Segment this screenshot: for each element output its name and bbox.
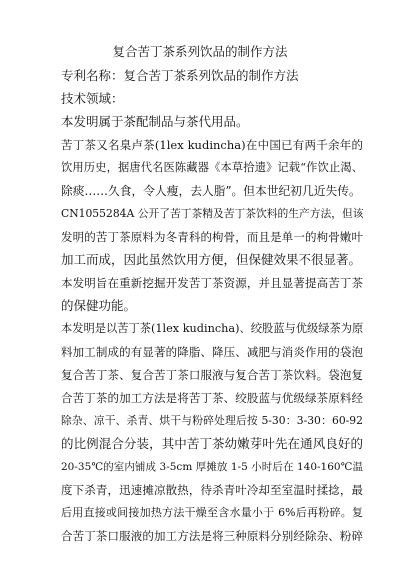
text-line: 的比例混合分装，其中苦丁茶幼嫩芽叶先在通风良好的 [61, 436, 363, 451]
text-line: 饮用历史，据唐代名医陈藏器《本草拾遗》记载“作饮止渴、 [61, 161, 363, 174]
document-title: 复合苦丁茶系列饮品的制作方法 [112, 44, 288, 59]
text-line: 发明的苦丁茶原料为冬青科的枸骨，而且是单一的枸骨嫩叶 [61, 230, 363, 244]
text-line: 苦丁茶又名臬卢茶(1lex kudincha)在中国已有两千余年的 [61, 138, 363, 152]
text-line: 本发明属于茶配制品与茶代用品。 [61, 114, 249, 129]
text-line: 的保健功能。 [61, 298, 137, 313]
text-line: 本发明旨在重新挖掘开发苦丁茶资源，并且显著提高苦丁茶 [61, 276, 363, 290]
text-line: 除痰……久食，令人瘦，去人脂”。但本世纪初几近失传。 [61, 184, 361, 198]
text-line: CN1055284A 公开了苦丁茶精及苦丁茶饮料的生产方法，但该 [61, 207, 364, 220]
text-line: 复合苦丁茶、复合苦丁茶口服液与复合苦丁茶饮料。袋泡复 [61, 368, 363, 382]
text-line: 度下杀青，迅速摊凉散热，待杀青叶冷却至室温时揉捻，最 [61, 483, 363, 497]
text-line: 料加工制成的有显著的降脂、降压、减肥与消炎作用的袋泡 [61, 345, 363, 359]
text-line: 20-35℃的室内铺成 3-5cm 厚摊放 1-5 小时后在 140-160℃温 [61, 461, 363, 473]
text-line: 技术领域： [61, 91, 124, 106]
text-line: 除杂、凉干、杀青、烘干与粉碎处理后按 5-30：3-30：60-92 [61, 414, 363, 427]
text-line: 专利名称：复合苦丁茶系列饮品的制作方法 [61, 68, 299, 83]
text-line: 本发明是以苦丁茶(1lex kudincha)、绞股蓝与优级绿茶为原 [61, 322, 364, 335]
text-line: 合苦丁茶的加工方法是将苦丁茶、绞股蓝与优级绿茶原料经 [61, 391, 363, 405]
text-line: 合苦丁茶口服液的加工方法是将三种原料分别经除杂、粉碎 [61, 529, 363, 543]
text-line: 加工而成，因此虽然饮用方便，但保健效果不很显著。 [61, 252, 362, 267]
text-line: 后用直接或间接加热方法干燥至含水量小于 6%后再粉碎。复 [61, 506, 363, 519]
